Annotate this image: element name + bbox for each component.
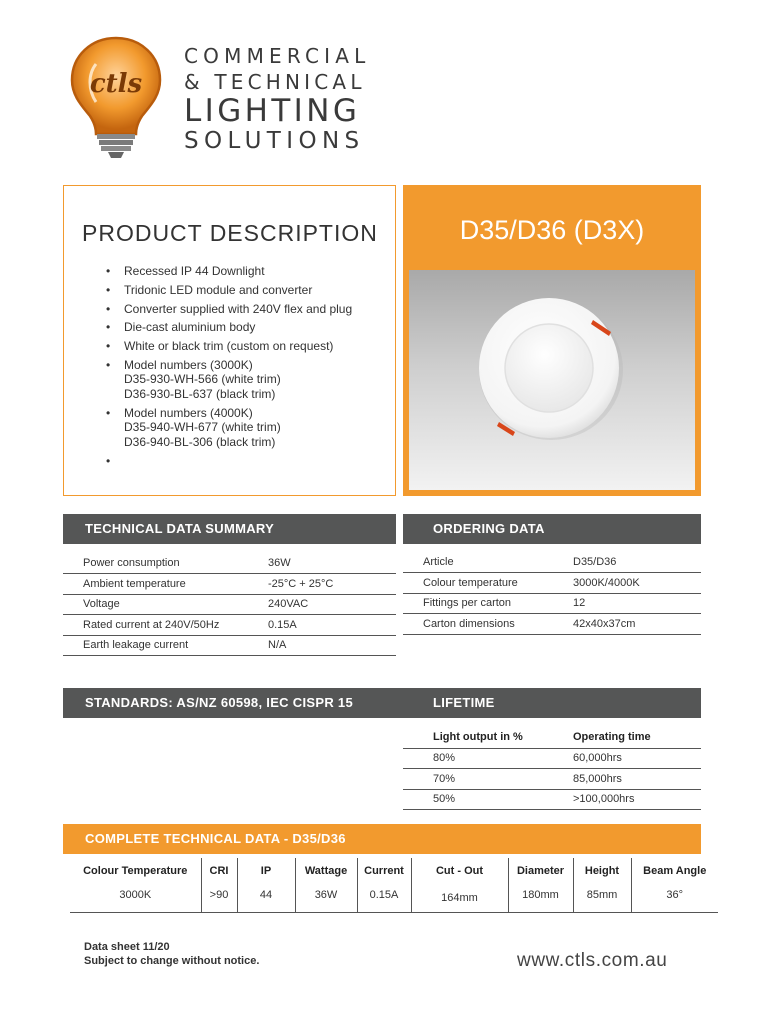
table-row (403, 593, 701, 614)
logo-text: ctls (89, 69, 143, 99)
table-cell: 3000K (70, 884, 201, 912)
list-item-text: • Tridonic LED module and converter (124, 282, 313, 297)
company-logo (66, 30, 371, 170)
row-value: 36W (268, 553, 396, 574)
column-header: IP (237, 858, 295, 884)
lifetime-col-light-output: Light output in % (403, 726, 573, 748)
list-item-text: D36-930-BL-637 (black trim) (124, 386, 276, 401)
list-item-text: • Model numbers (4000K) (124, 405, 253, 420)
row-label: Carton dimensions (403, 614, 573, 635)
row-label: Power consumption (63, 553, 268, 574)
row-label: Rated current at 240V/50Hz (63, 615, 268, 636)
row-value: 3000K/4000K (573, 573, 701, 594)
column-header: Wattage (295, 858, 357, 884)
lifetime-col-operating-time: Operating time (573, 726, 701, 748)
product-description-list (104, 264, 384, 454)
row-value: -25°C + 25°C (268, 574, 396, 595)
list-item (104, 358, 384, 402)
list-item (104, 283, 384, 298)
ordering-data-header: ORDERING DATA (403, 514, 701, 544)
change-notice: Subject to change without notice. (84, 954, 260, 967)
table-row (63, 574, 396, 595)
row-value: >100,000hrs (573, 789, 701, 810)
list-item (104, 406, 384, 450)
row-label: Fittings per carton (403, 593, 573, 614)
table-row (63, 615, 396, 636)
table-row (403, 573, 701, 594)
column-header: Height (573, 858, 631, 884)
row-label: Voltage (63, 594, 268, 615)
row-label: 50% (403, 789, 573, 810)
row-value: 0.15A (268, 615, 396, 636)
list-item-text: • Die-cast aluminium body (124, 320, 256, 335)
list-item-text: D35-930-WH-566 (white trim) (124, 372, 281, 387)
technical-summary-table (63, 553, 396, 656)
column-header: Current (357, 858, 411, 884)
product-photo (409, 270, 695, 490)
row-label: 70% (403, 769, 573, 790)
brand-line-3: LIGHTING (184, 93, 361, 129)
row-label: Ambient temperature (63, 574, 268, 595)
list-item-text: • Model numbers (3000K) (124, 357, 253, 372)
lifetime-table (403, 726, 701, 810)
list-item-text: • Converter supplied with 240V flex and plug (124, 301, 353, 316)
row-value: 85,000hrs (573, 769, 701, 790)
table-cell: 164mm (411, 884, 508, 912)
table-cell: 180mm (508, 884, 573, 912)
column-header: Beam Angle (631, 858, 718, 884)
column-header: Colour Temperature (83, 865, 188, 877)
standards-header: STANDARDS: AS/NZ 60598, IEC CISPR 15 (63, 688, 403, 718)
table-row (403, 748, 701, 769)
footer-notes (84, 941, 259, 968)
table-cell: >90 (201, 884, 237, 912)
row-label: Article (403, 552, 573, 573)
brand-name (184, 46, 370, 153)
complete-technical-header: COMPLETE TECHNICAL DATA - D35/D36 (63, 824, 701, 854)
list-item-text: D35-940-WH-677 (white trim) (124, 420, 281, 435)
ordering-data-table (403, 552, 701, 635)
list-item-text: • Recessed IP 44 Downlight (124, 264, 265, 278)
data-sheet-label: Data sheet 11/20 (84, 941, 170, 953)
table-row (70, 884, 718, 912)
row-value: 12 (573, 593, 701, 614)
lifetime-header: LIFETIME (403, 688, 701, 718)
brand-line-1: COMMERCIAL (184, 44, 371, 68)
table-row (403, 614, 701, 635)
brand-line-4: SOLUTIONS (184, 128, 365, 154)
table-row (403, 552, 701, 573)
row-value: N/A (268, 635, 396, 656)
column-header: Cut - Out (411, 858, 508, 884)
row-label: 80% (403, 748, 573, 769)
table-row (403, 789, 701, 810)
table-row (403, 769, 701, 790)
row-value: 60,000hrs (573, 748, 701, 769)
complete-technical-table (70, 858, 718, 913)
row-value: 240VAC (268, 594, 396, 615)
table-cell: 36W (295, 884, 357, 912)
list-item (104, 339, 384, 354)
list-item-text: D36-940-BL-306 (black trim) (124, 434, 276, 449)
list-item (104, 264, 384, 279)
model-panel (403, 185, 701, 496)
column-header: Diameter (508, 858, 573, 884)
downlight-image (409, 270, 695, 490)
row-label: Colour temperature (403, 573, 573, 594)
row-value: 42x40x37cm (573, 614, 701, 635)
table-row (63, 635, 396, 656)
table-row (63, 553, 396, 574)
table-row (63, 594, 396, 615)
website-link[interactable]: www.ctls.com.au (517, 950, 668, 971)
product-description-title: PRODUCT DESCRIPTION (82, 220, 378, 246)
column-header: CRI (201, 858, 237, 884)
list-item (104, 320, 384, 335)
technical-summary-header: TECHNICAL DATA SUMMARY (63, 514, 396, 544)
light-bulb-icon (66, 30, 166, 160)
brand-line-2: & TECHNICAL (184, 70, 366, 94)
product-description-box (63, 185, 396, 496)
table-cell: 36° (631, 884, 718, 912)
list-item-text: • White or black trim (custom on request) (124, 339, 334, 354)
list-item (104, 302, 384, 317)
table-cell: 85mm (573, 884, 631, 912)
row-label: Earth leakage current (63, 635, 268, 656)
row-value: D35/D36 (573, 552, 701, 573)
model-title: D35/D36 (D3X) (459, 215, 645, 245)
table-cell: 0.15A (357, 884, 411, 912)
table-cell: 44 (237, 884, 295, 912)
